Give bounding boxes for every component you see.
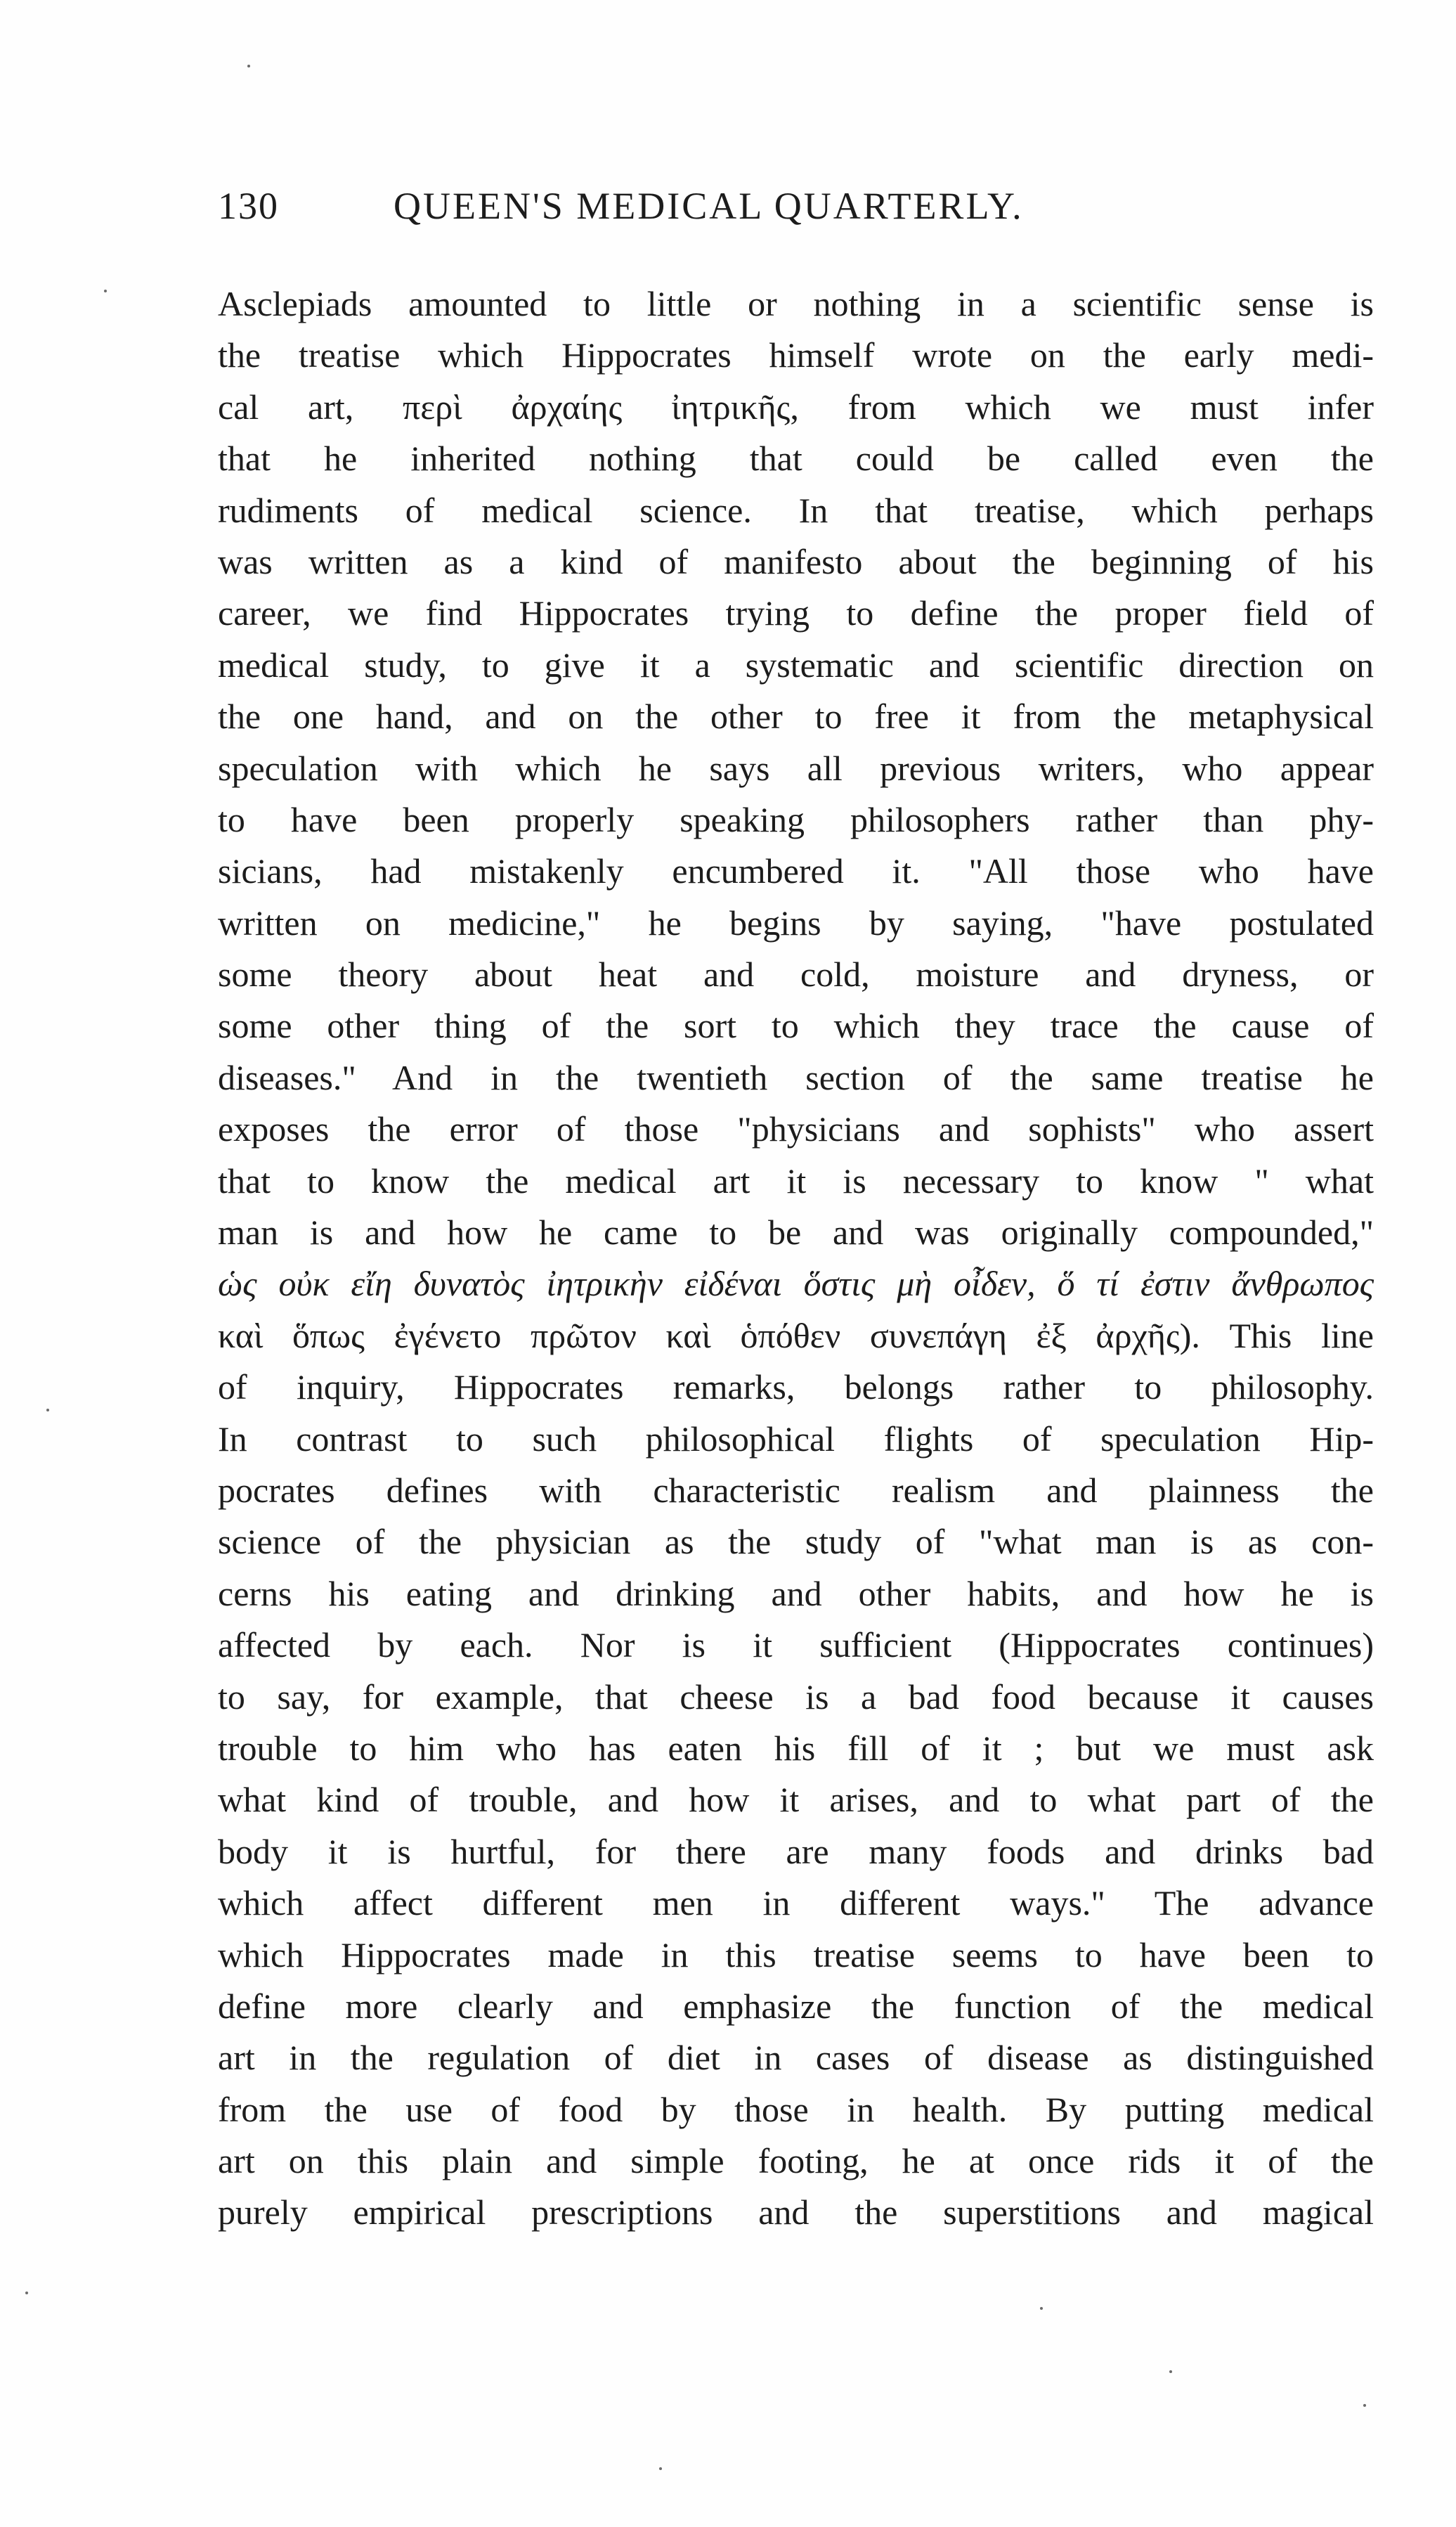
text-line: what kind of trouble, and how it arises, and to what part of the bbox=[218, 1780, 1374, 1820]
greek-quotation-line: ὡς οὐκ εἴη δυνατὸς ἰητρικὴν εἰδέναι ὅστις μὴ οἶδεν, ὅ τί ἐστιν ἄνθρωπος bbox=[218, 1264, 1374, 1304]
text-line: that to know the medical art it is necessary to know " what bbox=[218, 1161, 1374, 1201]
text-line: medical study, to give it a systematic and scientific direction on bbox=[218, 645, 1374, 685]
page-header bbox=[218, 184, 1258, 240]
text-line: science of the physician as the study of "what man is as con- bbox=[218, 1522, 1374, 1562]
text-line: pocrates defines with characteristic realism and plainness the bbox=[218, 1470, 1374, 1510]
text-line: purely empirical prescriptions and the superstitions and magical bbox=[218, 2192, 1374, 2232]
page-number: 130 bbox=[218, 185, 279, 227]
text-line: the one hand, and on the other to free it from the metaphysical bbox=[218, 697, 1374, 737]
text-line: was written as a kind of manifesto about the beginning of his bbox=[218, 541, 1374, 581]
text-line: from the use of food by those in health. By putting medical bbox=[218, 2089, 1374, 2129]
text-line: sicians, had mistakenly encumbered it. "All those who have bbox=[218, 851, 1374, 891]
paper-speck bbox=[25, 2292, 28, 2294]
text-line: exposes the error of those "physicians and sophists" who assert bbox=[218, 1109, 1374, 1149]
text-line: man is and how he came to be and was originally compounded," bbox=[218, 1213, 1374, 1253]
greek-quotation-line: καὶ ὅπως ἐγένετο πρῶτον καὶ ὁπόθεν συνεπάγη ἐξ ἀρχῆς). This line bbox=[218, 1315, 1374, 1355]
paper-speck bbox=[1169, 2370, 1172, 2373]
text-line: In contrast to such philosophical flights of speculation Hip- bbox=[218, 1418, 1374, 1459]
text-line: cal art, περὶ ἀρχαίης ἰητρικῆς, from which we must infer bbox=[218, 387, 1374, 427]
text-line: to say, for example, that cheese is a bad food because it causes bbox=[218, 1676, 1374, 1717]
paper-speck bbox=[104, 290, 107, 292]
running-title: QUEEN'S MEDICAL QUARTERLY. bbox=[394, 185, 1024, 227]
text-line: trouble to him who has eaten his fill of it ; but we must ask bbox=[218, 1728, 1374, 1768]
text-line: body it is hurtful, for there are many foods and drinks bad bbox=[218, 1831, 1374, 1871]
text-line: of inquiry, Hippocrates remarks, belongs rather to philosophy. bbox=[218, 1367, 1374, 1407]
text-line: diseases." And in the twentieth section of the same treatise he bbox=[218, 1057, 1374, 1097]
text-line: some theory about heat and cold, moisture and dryness, or bbox=[218, 955, 1374, 995]
text-line: speculation with which he says all previous writers, who appear bbox=[218, 748, 1374, 788]
text-line: the treatise which Hippocrates himself wrote on the early medi- bbox=[218, 335, 1374, 375]
text-line: that he inherited nothing that could be called even the bbox=[218, 439, 1374, 479]
body-text bbox=[218, 278, 1374, 2239]
text-line: cerns his eating and drinking and other habits, and how he is bbox=[218, 1573, 1374, 1613]
text-line: career, we find Hippocrates trying to define the proper field of bbox=[218, 593, 1374, 633]
text-line: affected by each. Nor is it sufficient (Hippocrates continues) bbox=[218, 1625, 1374, 1665]
text-line: rudiments of medical science. In that treatise, which perhaps bbox=[218, 490, 1374, 530]
paper-speck bbox=[46, 1409, 49, 1411]
text-line: which affect different men in different ways." The advance bbox=[218, 1883, 1374, 1923]
text-line: some other thing of the sort to which they trace the cause of bbox=[218, 1006, 1374, 1046]
paper-speck bbox=[659, 2467, 662, 2470]
text-line: define more clearly and emphasize the function of the medical bbox=[218, 1986, 1374, 2026]
text-line: art in the regulation of diet in cases of disease as distinguished bbox=[218, 2038, 1374, 2078]
paper-speck bbox=[1363, 2404, 1366, 2407]
text-line: written on medicine," he begins by saying, "have postulated bbox=[218, 903, 1374, 943]
text-line: to have been properly speaking philosophers rather than phy- bbox=[218, 799, 1374, 839]
paper-speck bbox=[247, 65, 250, 67]
text-line: which Hippocrates made in this treatise seems to have been to bbox=[218, 1934, 1374, 1975]
text-line: art on this plain and simple footing, he at once rids it of the bbox=[218, 2141, 1374, 2181]
paper-speck bbox=[1040, 2307, 1043, 2310]
text-line: Asclepiads amounted to little or nothing in a scientific sense is bbox=[218, 284, 1374, 323]
